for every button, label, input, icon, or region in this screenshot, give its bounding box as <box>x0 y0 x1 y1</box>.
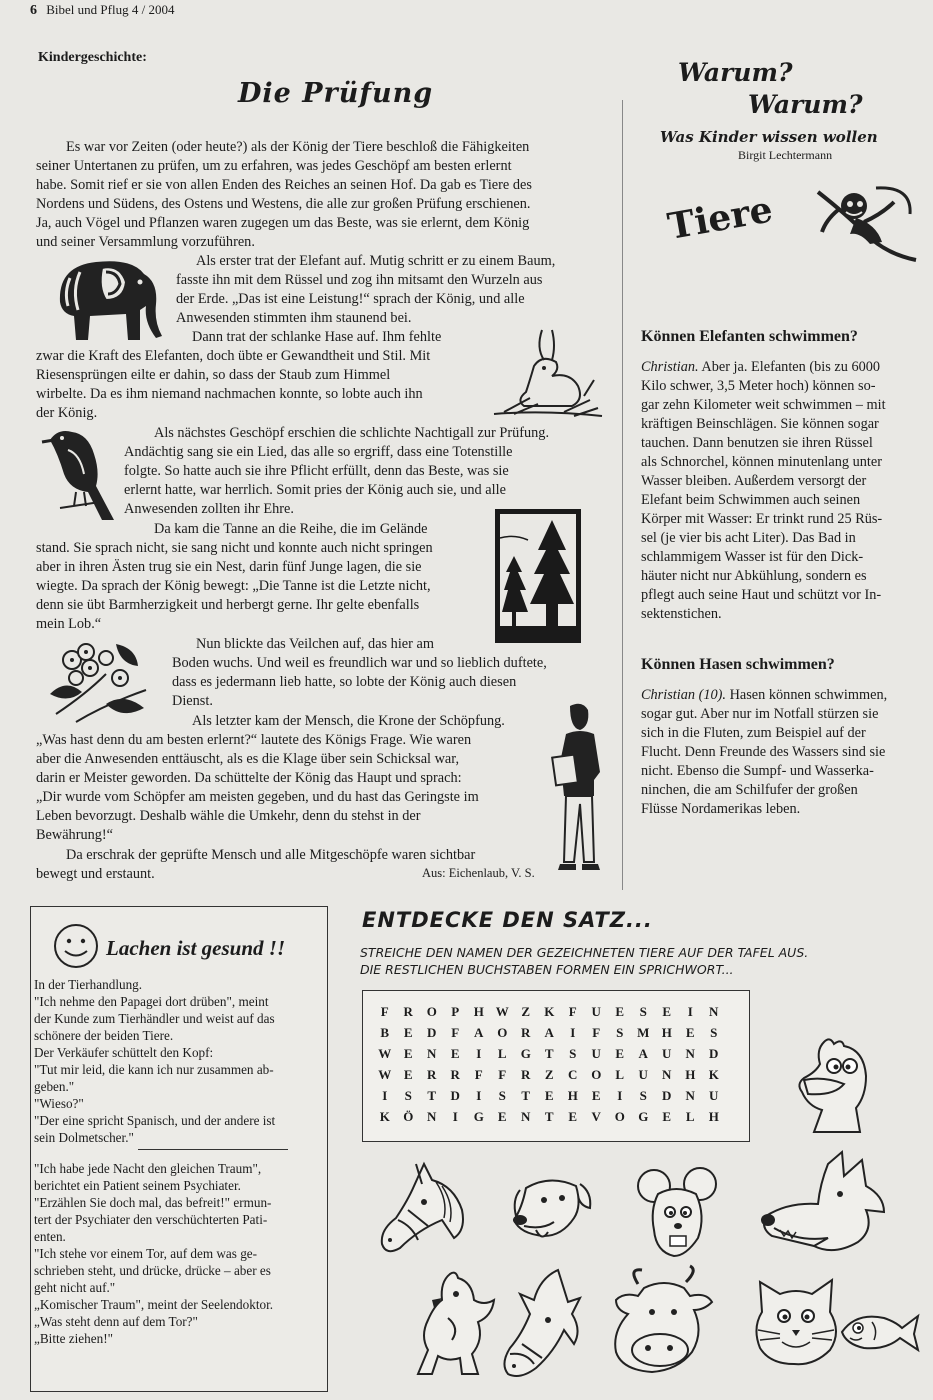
grid-row <box>373 1106 726 1127</box>
grid-letter[interactable]: E <box>615 1045 625 1061</box>
answer-elefanten <box>641 358 931 624</box>
warum-title-1: Warum? <box>678 58 793 87</box>
story-line: Dann trat der schlanke Hase auf. Ihm fehlte <box>192 329 442 345</box>
grid-letter[interactable]: N <box>685 1045 695 1061</box>
grid-letter[interactable]: D <box>450 1087 460 1103</box>
grid-letter[interactable]: F <box>592 1024 601 1040</box>
grid-letter[interactable]: E <box>403 1066 413 1082</box>
grid-letter[interactable]: O <box>497 1024 508 1040</box>
joke-line: berichtet ein Patient seinem Psychiater. <box>34 1178 241 1193</box>
grid-letter[interactable]: G <box>473 1108 484 1124</box>
joke-line: "Ich nehme den Papagei dort drüben", meint <box>34 994 269 1009</box>
story-line: Dienst. <box>172 693 213 709</box>
joke-line: sein Dolmetscher." <box>34 1130 134 1145</box>
warum-title-2: Warum? <box>748 90 863 119</box>
grid-letter[interactable]: H <box>661 1024 672 1040</box>
answer-line: gar zehn Kilometer weit schwimmen – mit <box>641 397 886 413</box>
answer-line: Kilo schwer, 3,5 Meter hoch) können so- <box>641 378 876 394</box>
grid-letter[interactable]: W <box>495 1003 509 1019</box>
story-paragraph-elefant <box>176 252 612 328</box>
grid-letter[interactable]: N <box>521 1108 531 1124</box>
grid-letter[interactable]: V <box>591 1108 601 1124</box>
answer-line: Elefant beim Schwimmen auch seinen <box>641 492 861 508</box>
grid-letter[interactable]: E <box>403 1045 413 1061</box>
jokes-title: Lachen ist gesund !! <box>106 936 286 960</box>
story-title: Die Prüfung <box>238 78 434 109</box>
grid-letter[interactable]: I <box>476 1087 482 1103</box>
grid-letter[interactable]: D <box>662 1087 672 1103</box>
grid-letter[interactable]: F <box>474 1066 483 1082</box>
story-line: Nordens und Südens, des Ostens und Westens, die alle zur großen Prüfung erschienen. <box>36 196 531 212</box>
grid-letter[interactable]: U <box>709 1087 719 1103</box>
grid-letter[interactable]: E <box>615 1003 625 1019</box>
joke-line: enten. <box>34 1229 66 1244</box>
page-header <box>30 2 174 19</box>
grid-letter[interactable]: N <box>709 1003 719 1019</box>
grid-letter[interactable]: R <box>450 1066 460 1082</box>
grid-letter[interactable]: A <box>474 1024 484 1040</box>
story-line: Boden wuchs. Und weil es freundlich war und so lieblich duftete, <box>172 655 547 671</box>
puzzle-instruction-line: STREICHE DEN NAMEN DER GEZEICHNETEN TIERE AUF DER TAFEL AUS. <box>360 945 809 960</box>
nightingale-icon <box>40 420 130 524</box>
grid-letter[interactable]: O <box>614 1108 625 1124</box>
grid-letter[interactable]: S <box>569 1045 577 1061</box>
joke-line: schönere der beiden Tiere. <box>34 1028 174 1043</box>
warum-subtitle: Was Kinder wissen wollen <box>660 128 878 146</box>
chick-icon <box>412 1270 498 1380</box>
grid-letter[interactable]: A <box>638 1045 648 1061</box>
grid-letter[interactable]: K <box>379 1108 390 1124</box>
story-line: Anwesenden zollten ihr Ehre. <box>124 501 294 517</box>
grid-row <box>373 1022 726 1043</box>
grid-letter[interactable]: G <box>520 1045 531 1061</box>
joke-line: der Kunde zum Tierhändler und weist auf das <box>34 1011 275 1026</box>
story-paragraph-intro <box>36 138 586 252</box>
answer-line: Flucht. Denn Freunde des Wassers sind sie <box>641 744 886 760</box>
story-paragraph-tanne <box>36 520 494 634</box>
grid-letter[interactable]: S <box>616 1024 624 1040</box>
jokes-text <box>34 976 322 1347</box>
grid-letter[interactable]: I <box>570 1024 576 1040</box>
grid-letter[interactable]: E <box>662 1108 672 1124</box>
grid-letter[interactable]: K <box>708 1066 719 1082</box>
story-line: wiegte. Da sprach der König bewegt: „Die Tanne ist die Letzte nicht, <box>36 578 431 594</box>
joke-line: "Tut mir leid, die kann ich nur zusammen ab- <box>34 1062 274 1077</box>
story-line: „Dir wurde vom Schöpfer am meisten gegeben, und du hast das Geringste im <box>36 789 479 805</box>
grid-letter[interactable]: S <box>498 1087 506 1103</box>
story-line: bewegt und erstaunt. <box>36 866 155 882</box>
fish-icon <box>838 1306 920 1356</box>
dog-head-icon <box>506 1170 596 1248</box>
story-source: Aus: Eichenlaub, V. S. <box>422 866 535 880</box>
story-line: denn sie übt Barmherzigkeit und herbergt gerne. Ihr gelte ebenfalls <box>36 597 420 613</box>
grid-letter[interactable]: S <box>639 1087 647 1103</box>
grid-letter[interactable]: P <box>451 1003 460 1019</box>
story-line: zwar die Kraft des Elefanten, doch übte er Gewandtheit und Stil. Mit <box>36 348 431 364</box>
grid-letter[interactable]: U <box>591 1045 601 1061</box>
horse-head-icon <box>378 1160 470 1258</box>
story-line: und seiner Versammlung vorzuführen. <box>36 234 255 250</box>
answer-line: sektenstichen. <box>641 606 722 622</box>
grid-letter[interactable]: K <box>544 1003 555 1019</box>
story-line: dass es jedermann lieb hatte, so lobte der König auch diesen <box>172 674 517 690</box>
publication-name: Bibel und Pflug 4 / 2004 <box>46 2 175 17</box>
grid-letter[interactable]: F <box>498 1066 507 1082</box>
mouse-head-icon <box>636 1164 718 1260</box>
answer-line: sel (je vier bis acht Liter). Das Bad in <box>641 530 856 546</box>
joke-line: In der Tierhandlung. <box>34 977 143 992</box>
grid-letter[interactable]: F <box>380 1003 389 1019</box>
story-line: Als erster trat der Elefant auf. Mutig schritt er zu einem Baum, <box>196 253 556 269</box>
story-line: Ja, auch Vögel und Pflanzen waren zugegen um das Beste, was sie erlernt, dem König <box>36 215 530 231</box>
grid-letter[interactable]: B <box>380 1024 390 1040</box>
grid-row <box>373 1085 726 1106</box>
cat-head-icon <box>750 1272 842 1368</box>
joke-line: „Komischer Traum", meint der Seelendoktor. <box>34 1297 274 1312</box>
hare-icon <box>494 326 602 418</box>
grid-letter[interactable]: I <box>452 1108 458 1124</box>
answer-line: Aber ja. Elefanten (bis zu 6000 <box>701 359 881 375</box>
grid-letter[interactable]: T <box>544 1045 554 1061</box>
column-divider <box>622 100 623 890</box>
story-line: Als nächstes Geschöpf erschien die schlichte Nachtigall zur Prüfung. <box>154 425 550 441</box>
story-line: der König. <box>36 405 98 421</box>
puzzle-instructions <box>360 944 808 978</box>
answer-line: schlammigem Wasser ist für den Dick- <box>641 549 864 565</box>
grid-letter[interactable]: R <box>403 1003 413 1019</box>
answer-hasen <box>641 686 931 819</box>
answer-line: nicht. Ebenso die Sumpf- und Wasserka- <box>641 763 874 779</box>
duck-head-icon <box>794 1036 876 1136</box>
grid-row <box>373 1001 726 1022</box>
page-number: 6 <box>30 3 37 18</box>
answer-line: Flüsse Nordamerikas leben. <box>641 801 801 817</box>
story-line: Bewährung!“ <box>36 827 114 843</box>
joke-line: "Der eine spricht Spanisch, und der andere ist <box>34 1113 276 1128</box>
joke-line: schrieben steht, und drücke, drücke – aber es <box>34 1263 271 1278</box>
grid-letter[interactable]: R <box>521 1066 531 1082</box>
answer-line: sich in die Fluten, zum Beispiel auf der <box>641 725 866 741</box>
grid-letter[interactable]: N <box>427 1108 437 1124</box>
grid-letter[interactable]: E <box>685 1024 695 1040</box>
story-line: Nun blickte das Veilchen auf, das hier am <box>196 636 434 652</box>
joke-line: "Ich habe jede Nacht den gleichen Traum", <box>34 1161 262 1176</box>
answer-author: Christian. <box>641 359 699 375</box>
grid-letter[interactable]: O <box>591 1066 602 1082</box>
grid-letter[interactable]: A <box>544 1024 554 1040</box>
story-line: folgte. So hatte auch sie ihre Pflicht erfüllt, denn das Beste, was sie <box>124 463 509 479</box>
story-paragraph-nachtigall <box>124 424 614 519</box>
grid-letter[interactable]: I <box>617 1087 623 1103</box>
grid-letter[interactable]: D <box>709 1045 719 1061</box>
answer-author: Christian (10). <box>641 687 726 703</box>
grid-letter[interactable]: H <box>685 1066 696 1082</box>
grid-letter[interactable]: I <box>476 1045 482 1061</box>
joke-line: geben." <box>34 1079 75 1094</box>
story-paragraph-mensch <box>36 712 548 845</box>
grid-letter[interactable]: R <box>427 1066 437 1082</box>
grid-letter[interactable]: U <box>591 1003 601 1019</box>
fir-tree-icon <box>494 508 582 644</box>
story-line: Leben bevorzugt. Deshalb wähle die Umkehr, denn du stehst in der <box>36 808 421 824</box>
answer-line: Wasser bleiben. Außerdem versorgt der <box>641 473 867 489</box>
answer-line: Körper mit Wasser: Er trinkt rund 25 Rüs- <box>641 511 883 527</box>
grid-letter[interactable]: T <box>521 1087 531 1103</box>
grid-letter[interactable]: L <box>685 1108 695 1124</box>
grid-letter[interactable]: D <box>427 1024 437 1040</box>
grid-letter[interactable]: E <box>544 1087 554 1103</box>
violet-flower-icon <box>46 634 158 728</box>
word-search-table <box>373 1001 726 1127</box>
question-hasen-heading: Können Hasen schwimmen? <box>641 656 835 673</box>
man-figure-icon <box>550 700 612 878</box>
answer-line: tauchen. Dann benutzen sie ihren Rüssel <box>641 435 873 451</box>
grid-letter[interactable]: O <box>426 1003 437 1019</box>
story-line: Anwesenden stimmten ihm staunend bei. <box>176 310 412 326</box>
grid-letter[interactable]: L <box>615 1066 625 1082</box>
story-line: erlernt hatte, war herrlich. Somit pries der König auch sie, und alle <box>124 482 506 498</box>
grid-letter[interactable]: U <box>638 1066 648 1082</box>
grid-letter[interactable]: G <box>638 1108 649 1124</box>
question-elefanten-heading: Können Elefanten schwimmen? <box>641 328 858 345</box>
smiley-icon <box>52 922 100 970</box>
story-line: Da kam die Tanne an die Reihe, die im Gelände <box>154 521 428 537</box>
joke-line: geht nicht auf." <box>34 1280 116 1295</box>
puzzle-title: ENTDECKE DEN SATZ... <box>362 908 653 932</box>
joke-line: "Wieso?" <box>34 1096 84 1111</box>
grid-letter[interactable]: F <box>451 1024 460 1040</box>
section-title-tiere: Tiere <box>664 188 776 248</box>
answer-line: sogar gut. Aber nur im Notfall stürzen sie <box>641 706 879 722</box>
answer-line: pflegt auch seine Haut und schützt vor In- <box>641 587 882 603</box>
joke-separator <box>138 1149 288 1150</box>
grid-letter[interactable]: Ö <box>403 1108 414 1124</box>
story-line: Riesensprüngen eilte er dahin, so dass der Staub zum Himmel <box>36 367 391 383</box>
story-line: Es war vor Zeiten (oder heute?) als der König der Tiere beschloß die Fähigkeiten <box>66 139 530 155</box>
joke-line: "Ich stehe vor einem Tor, auf dem was ge- <box>34 1246 258 1261</box>
story-line: „Was hast denn du am besten erlernt?“ lautete des Königs Frage. Wie waren <box>36 732 472 748</box>
elephant-icon <box>40 252 170 344</box>
story-line: Als letzter kam der Mensch, die Krone der Schöpfung. <box>192 713 505 729</box>
story-line: darin er Meister geworden. Da schüttelte der König das Haupt und sprach: <box>36 770 462 786</box>
grid-letter[interactable]: L <box>497 1045 507 1061</box>
story-line: der Erde. „Das ist eine Leistung!“ sprach der König, und alle <box>176 291 525 307</box>
answer-line: kräftigen Beinschlägen. Sie können sogar <box>641 416 879 432</box>
cow-head-icon <box>608 1266 718 1380</box>
grid-letter[interactable]: I <box>382 1087 388 1103</box>
grid-letter[interactable]: T <box>427 1087 437 1103</box>
wolf-head-icon <box>758 1150 894 1268</box>
grid-letter[interactable]: H <box>567 1087 578 1103</box>
story-line: Andächtig sang sie ein Lied, das alle so ergriff, dass eine Totenstille <box>124 444 513 460</box>
answer-line: häuter nicht nur Abkühlung, sondern es <box>641 568 867 584</box>
puzzle-instruction-line: DIE RESTLICHEN BUCHSTABEN FORMEN EIN SPRICHWORT... <box>360 962 734 977</box>
grid-letter[interactable]: E <box>591 1087 601 1103</box>
story-line: Da erschrak der geprüfte Mensch und alle Mitgeschöpfe waren sichtbar <box>66 847 476 863</box>
grid-letter[interactable]: C <box>568 1066 578 1082</box>
grid-letter[interactable]: M <box>637 1024 650 1040</box>
story-line: aber in ihren Ästen trug sie ein Nest, darin fünf Junge lagen, die sie <box>36 559 422 575</box>
story-paragraph-veilchen <box>172 635 578 711</box>
grid-letter[interactable]: Z <box>521 1003 531 1019</box>
grid-letter[interactable]: Z <box>544 1066 554 1082</box>
joke-line: "Erzählen Sie doch mal, das befreit!" ermun- <box>34 1195 272 1210</box>
story-line: stand. Sie sprach nicht, sie sang nicht und konnte auch nicht springen <box>36 540 433 556</box>
grid-row <box>373 1043 726 1064</box>
grid-letter[interactable]: S <box>404 1087 412 1103</box>
grid-letter[interactable]: E <box>497 1108 507 1124</box>
grid-letter[interactable]: N <box>662 1066 672 1082</box>
story-line: aber die Anwesenden enttäuscht, als es die Klage über sein Schicksal war, <box>36 751 460 767</box>
grid-letter[interactable]: T <box>544 1108 554 1124</box>
monkey-icon <box>816 184 916 264</box>
story-line: habe. Somit rief er sie von allen Enden des Reiches an seinen Hof. Da gab es Tiere des <box>36 177 532 193</box>
grid-letter[interactable]: U <box>662 1045 672 1061</box>
answer-line: als Schnorchel, können minutenlang unter <box>641 454 883 470</box>
story-line: wirbelte. Da es ihm niemand nachmachen konnte, so lobte auch ihn <box>36 386 423 402</box>
story-line: seiner Untertanen zu prüfen, um zu erfahren, was jedes Geschöpf am besten erlernt <box>36 158 512 174</box>
word-search-grid <box>362 990 750 1142</box>
grid-letter[interactable]: N <box>427 1045 437 1061</box>
grid-letter[interactable]: S <box>639 1003 647 1019</box>
grid-letter[interactable]: F <box>568 1003 577 1019</box>
answer-line: ninchen, die am Schilfufer der großen <box>641 782 858 798</box>
warum-author: Birgit Lechtermann <box>738 148 833 162</box>
story-category-label: Kindergeschichte: <box>38 50 147 65</box>
donkey-head-icon <box>500 1268 584 1382</box>
joke-line: tert der Psychiater den verschüchterten Pati- <box>34 1212 268 1227</box>
joke-line: „Bitte ziehen!" <box>34 1331 113 1346</box>
story-line: mein Lob.“ <box>36 616 102 632</box>
grid-letter[interactable]: N <box>685 1087 695 1103</box>
story-line: fasste ihn mit dem Rüssel und zog ihn mitsamt den Wurzeln aus <box>176 272 543 288</box>
joke-line: „Was steht denn auf dem Tor?" <box>34 1314 198 1329</box>
grid-letter[interactable]: E <box>662 1003 672 1019</box>
grid-letter[interactable]: I <box>687 1003 693 1019</box>
joke-line: Der Verkäufer schüttelt den Kopf: <box>34 1045 214 1060</box>
grid-letter[interactable]: S <box>710 1024 718 1040</box>
grid-letter[interactable]: W <box>378 1066 392 1082</box>
grid-letter[interactable]: R <box>521 1024 531 1040</box>
grid-letter[interactable]: E <box>450 1045 460 1061</box>
grid-letter[interactable]: W <box>378 1045 392 1061</box>
grid-letter[interactable]: E <box>403 1024 413 1040</box>
grid-letter[interactable]: E <box>568 1108 578 1124</box>
answer-line: Hasen können schwimmen, <box>729 687 888 703</box>
grid-row <box>373 1064 726 1085</box>
grid-letter[interactable]: H <box>708 1108 719 1124</box>
grid-letter[interactable]: H <box>473 1003 484 1019</box>
